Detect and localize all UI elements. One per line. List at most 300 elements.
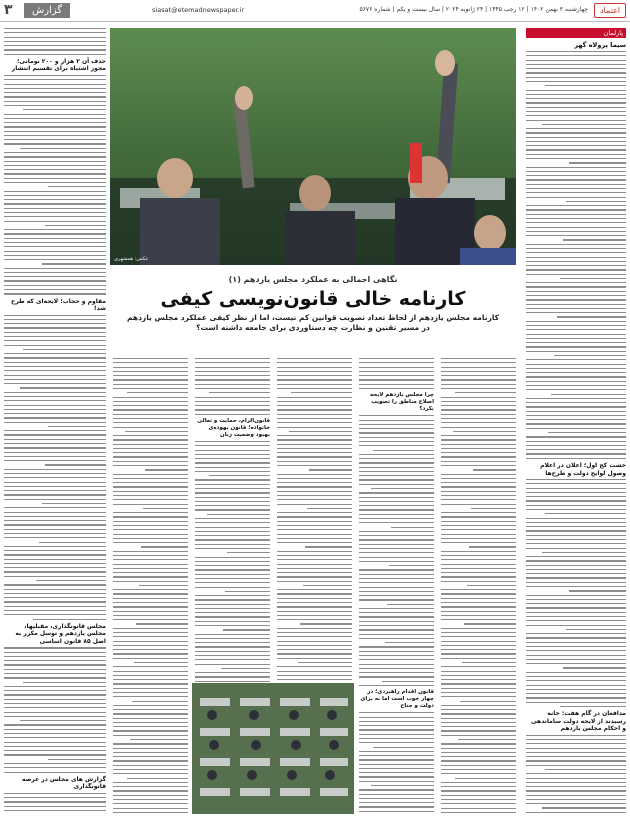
text-line — [4, 75, 106, 76]
text-line — [441, 521, 516, 522]
text-line — [441, 495, 516, 496]
text-line — [277, 521, 352, 522]
text-line — [526, 128, 626, 129]
text-line — [359, 432, 434, 433]
text-line — [113, 495, 188, 496]
text-line — [526, 120, 626, 121]
text-line — [526, 312, 626, 313]
text-line — [526, 192, 626, 193]
text-line — [277, 456, 352, 457]
text-line — [526, 620, 626, 621]
text-line — [526, 149, 626, 150]
text-line — [4, 610, 106, 611]
text-line — [4, 434, 106, 435]
text-line — [225, 591, 270, 592]
text-line — [113, 371, 188, 372]
text-line — [441, 474, 516, 475]
text-line — [359, 467, 434, 468]
text-line — [526, 265, 626, 266]
text-line — [359, 420, 434, 421]
text-line — [526, 406, 626, 407]
text-line — [134, 662, 188, 663]
text-line — [277, 388, 352, 389]
text-line — [526, 752, 626, 753]
text-line — [526, 449, 626, 450]
text-line — [4, 550, 106, 551]
text-line — [4, 482, 106, 483]
text-line — [4, 733, 106, 734]
text-line — [526, 184, 626, 185]
text-line — [359, 768, 434, 769]
text-line — [4, 524, 106, 525]
text-line — [526, 436, 626, 437]
text-line — [526, 522, 626, 523]
text-line — [359, 574, 434, 575]
text-line — [195, 608, 270, 609]
text-line — [113, 401, 188, 402]
parliament-session-image — [192, 683, 354, 814]
text-line — [526, 739, 626, 740]
text-line — [526, 441, 626, 442]
text-line — [441, 414, 516, 415]
text-line — [441, 598, 516, 599]
story-body — [359, 415, 434, 686]
story-subhead: قانون اقدام راهبردی؛ در چهار خوب است اما نه برای دولت و جناح — [360, 689, 434, 710]
text-line — [359, 729, 434, 730]
text-line — [195, 409, 270, 410]
text-line — [359, 685, 434, 686]
text-line — [195, 621, 270, 622]
text-line — [4, 216, 106, 217]
text-line — [441, 722, 516, 723]
text-line — [4, 729, 106, 730]
text-line — [4, 797, 106, 798]
text-line — [526, 685, 626, 686]
text-line — [113, 439, 188, 440]
text-line — [441, 709, 516, 710]
text-line — [4, 724, 106, 725]
story-body — [195, 358, 270, 415]
text-line — [4, 533, 106, 534]
text-line — [526, 269, 626, 270]
text-line — [526, 790, 626, 791]
text-line — [566, 629, 626, 630]
text-line — [569, 590, 626, 591]
text-line — [4, 742, 106, 743]
text-line — [441, 790, 516, 791]
text-line — [359, 415, 434, 416]
text-line — [277, 405, 352, 406]
column-body-1 — [4, 28, 106, 55]
newspaper-logo: اعتماد — [594, 3, 626, 18]
text-line — [526, 351, 626, 352]
text-line — [359, 371, 434, 372]
text-line — [4, 737, 106, 738]
text-line — [277, 435, 352, 436]
text-line — [195, 587, 270, 588]
text-line — [526, 655, 626, 656]
text-line — [207, 514, 270, 515]
text-line — [359, 599, 434, 600]
story-body — [359, 358, 434, 389]
text-line — [441, 696, 516, 697]
text-line — [113, 474, 188, 475]
text-line — [4, 576, 106, 577]
text-line — [113, 752, 188, 753]
text-line — [4, 357, 106, 358]
text-line — [526, 209, 626, 210]
text-line — [113, 726, 188, 727]
text-line — [441, 705, 516, 706]
text-line — [277, 474, 352, 475]
text-line — [526, 141, 626, 142]
text-line — [359, 462, 434, 463]
text-line — [441, 384, 516, 385]
text-line — [277, 641, 352, 642]
text-line — [277, 418, 352, 419]
text-line — [113, 790, 188, 791]
text-line — [359, 759, 434, 760]
text-line — [441, 653, 516, 654]
text-line — [441, 692, 516, 693]
text-line — [4, 801, 106, 802]
text-line — [441, 358, 516, 359]
text-line — [526, 235, 626, 236]
story-kicker: نگاهی اجمالی به عملکرد مجلس یازدهم (۱) — [228, 275, 398, 284]
text-line — [195, 672, 270, 673]
text-line — [526, 543, 626, 544]
text-line — [4, 285, 106, 286]
text-line — [526, 556, 626, 557]
text-line — [113, 773, 188, 774]
text-line — [359, 751, 434, 752]
text-line — [195, 497, 270, 498]
text-line — [4, 242, 106, 243]
text-line — [359, 612, 434, 613]
text-line — [526, 376, 626, 377]
text-line — [4, 199, 106, 200]
text-line — [4, 593, 106, 594]
text-line — [277, 486, 352, 487]
text-line — [557, 316, 626, 317]
text-line — [113, 435, 188, 436]
text-line — [277, 649, 352, 650]
text-line — [4, 806, 106, 807]
text-line — [4, 452, 106, 453]
text-line — [277, 516, 352, 517]
text-line — [526, 423, 626, 424]
text-line — [20, 387, 106, 388]
text-line — [526, 582, 626, 583]
text-line — [4, 810, 106, 811]
text-line — [441, 576, 516, 577]
text-line — [4, 118, 106, 119]
text-line — [526, 60, 626, 61]
text-line — [113, 671, 188, 672]
text-line — [195, 565, 270, 566]
text-line — [441, 482, 516, 483]
text-line — [4, 690, 106, 691]
text-line — [526, 765, 626, 766]
text-line — [277, 542, 352, 543]
text-line — [526, 64, 626, 65]
story-body — [441, 358, 516, 814]
text-line — [4, 422, 106, 423]
text-line — [195, 676, 270, 677]
text-line — [113, 713, 188, 714]
text-line — [195, 362, 270, 363]
text-line — [359, 668, 434, 669]
text-line — [441, 593, 516, 594]
text-line — [113, 619, 188, 620]
column-body-2 — [526, 479, 626, 707]
story-body — [277, 358, 352, 706]
text-line — [4, 327, 106, 328]
text-line — [277, 452, 352, 453]
text-line — [305, 546, 352, 547]
text-line — [221, 668, 271, 669]
text-line — [277, 482, 352, 483]
text-line — [195, 646, 270, 647]
text-line — [20, 148, 106, 149]
text-line — [359, 437, 434, 438]
text-line — [441, 649, 516, 650]
text-line — [291, 392, 352, 393]
text-line — [113, 465, 188, 466]
text-line — [113, 397, 188, 398]
text-line — [277, 632, 352, 633]
text-line — [441, 812, 516, 813]
text-line — [4, 469, 106, 470]
page-header — [0, 0, 630, 22]
text-line — [277, 564, 352, 565]
text-line — [113, 589, 188, 590]
text-line — [113, 649, 188, 650]
text-line — [359, 725, 434, 726]
text-line — [4, 409, 106, 410]
text-line — [359, 802, 434, 803]
text-line — [526, 55, 626, 56]
text-line — [526, 569, 626, 570]
text-line — [113, 456, 188, 457]
text-line — [195, 522, 270, 523]
text-line — [359, 591, 434, 592]
text-line — [4, 221, 106, 222]
text-line — [113, 730, 188, 731]
text-line — [526, 72, 626, 73]
text-line — [441, 671, 516, 672]
text-line — [113, 803, 188, 804]
text-line — [441, 636, 516, 637]
text-line — [277, 606, 352, 607]
text-line — [4, 122, 106, 123]
text-line — [277, 581, 352, 582]
text-line — [526, 90, 626, 91]
text-line — [526, 573, 626, 574]
column-subhead: مقاوم و حجاب؛ لایحه‌ای که طرح شد! — [11, 297, 106, 313]
text-line — [4, 173, 106, 174]
text-line — [526, 697, 626, 698]
text-line — [359, 484, 434, 485]
text-line — [4, 529, 106, 530]
text-line — [195, 595, 270, 596]
text-line — [39, 542, 106, 543]
text-line — [195, 659, 270, 660]
text-line — [526, 743, 626, 744]
text-line — [113, 358, 188, 359]
text-line — [526, 659, 626, 660]
text-line — [441, 422, 516, 423]
text-line — [441, 718, 516, 719]
text-line — [4, 601, 106, 602]
text-line — [526, 381, 626, 382]
text-line — [33, 619, 106, 620]
text-line — [359, 646, 434, 647]
text-line — [113, 653, 188, 654]
text-line — [526, 646, 626, 647]
text-line — [195, 578, 270, 579]
text-line — [453, 431, 516, 432]
text-line — [526, 179, 626, 180]
text-line — [542, 552, 626, 553]
text-line — [387, 604, 434, 605]
text-line — [4, 447, 106, 448]
text-line — [195, 479, 270, 480]
text-line — [359, 621, 434, 622]
text-line — [223, 629, 270, 630]
text-line — [195, 450, 270, 451]
text-line — [4, 490, 106, 491]
text-line — [4, 353, 106, 354]
text-line — [113, 414, 188, 415]
text-line — [4, 379, 106, 380]
text-line — [195, 535, 270, 536]
text-line — [277, 615, 352, 616]
text-line — [526, 633, 626, 634]
text-line — [560, 706, 626, 707]
text-line — [4, 383, 106, 384]
text-line — [113, 641, 188, 642]
column-body-1 — [526, 51, 626, 459]
column-body-3 — [4, 315, 106, 620]
text-line — [113, 418, 188, 419]
text-line — [113, 748, 188, 749]
text-line — [359, 497, 434, 498]
section-label: گزارش — [24, 3, 70, 18]
text-line — [359, 492, 434, 493]
text-line — [136, 623, 188, 624]
text-line — [441, 735, 516, 736]
text-line — [526, 51, 626, 52]
text-line — [4, 336, 106, 337]
text-line — [441, 795, 516, 796]
text-line — [441, 786, 516, 787]
text-line — [441, 397, 516, 398]
text-line — [526, 248, 626, 249]
text-line — [113, 367, 188, 368]
text-line — [195, 467, 270, 468]
text-line — [4, 606, 106, 607]
text-line — [4, 289, 106, 290]
text-line — [4, 319, 106, 320]
text-line — [113, 632, 188, 633]
photo-credit: عکس: همشهری — [114, 256, 149, 262]
date-line: چهارشنبه ۳ بهمن ۱۴۰۲ | ۱۲ رجب ۱۴۴۵ | ۲۴ ژانویه ۲۰۲۴ | سال بیست و یکم | شماره ۵۶۷۶ — [359, 6, 588, 13]
text-line — [113, 593, 188, 594]
text-line — [113, 452, 188, 453]
column-subhead: مدافعان در گام هفت: خانه رسیدند از لایحه دولت ساماندهی و احکام مجلس یازدهم — [530, 710, 626, 733]
text-line — [526, 680, 626, 681]
text-line — [441, 808, 516, 809]
text-line — [4, 537, 106, 538]
site-url[interactable]: siasat@etemadnewspaper.ir — [152, 6, 245, 14]
text-line — [42, 503, 106, 504]
text-line — [526, 693, 626, 694]
text-line — [277, 636, 352, 637]
text-line — [113, 786, 188, 787]
text-line — [371, 785, 434, 786]
text-line — [113, 718, 188, 719]
text-line — [4, 41, 106, 42]
text-line — [441, 504, 516, 505]
text-line — [441, 602, 516, 603]
left-column — [4, 28, 106, 814]
text-line — [526, 334, 626, 335]
text-line — [4, 546, 106, 547]
text-line — [359, 789, 434, 790]
text-line — [132, 701, 188, 702]
text-line — [526, 389, 626, 390]
text-line — [526, 252, 626, 253]
text-line — [526, 385, 626, 386]
text-line — [4, 772, 106, 773]
text-line — [359, 676, 434, 677]
text-line — [441, 683, 516, 684]
text-line — [113, 482, 188, 483]
text-line — [195, 384, 270, 385]
text-line — [277, 559, 352, 560]
text-line — [195, 518, 270, 519]
text-line — [359, 806, 434, 807]
text-line — [526, 291, 626, 292]
text-line — [545, 85, 626, 86]
text-line — [195, 509, 270, 510]
text-line — [277, 593, 352, 594]
text-line — [441, 418, 516, 419]
text-line — [4, 589, 106, 590]
text-line — [113, 486, 188, 487]
text-line — [526, 548, 626, 549]
text-line — [277, 478, 352, 479]
text-line — [554, 355, 626, 356]
text-line — [4, 763, 106, 764]
text-line — [303, 585, 353, 586]
text-line — [277, 653, 352, 654]
text-line — [441, 375, 516, 376]
text-line — [4, 182, 106, 183]
text-line — [526, 492, 626, 493]
text-line — [526, 321, 626, 322]
text-line — [113, 666, 188, 667]
text-line — [195, 445, 270, 446]
text-line — [4, 494, 106, 495]
text-line — [441, 572, 516, 573]
text-line — [4, 664, 106, 665]
text-line — [441, 401, 516, 402]
text-line — [526, 445, 626, 446]
text-line — [113, 799, 188, 800]
text-line — [113, 576, 188, 577]
